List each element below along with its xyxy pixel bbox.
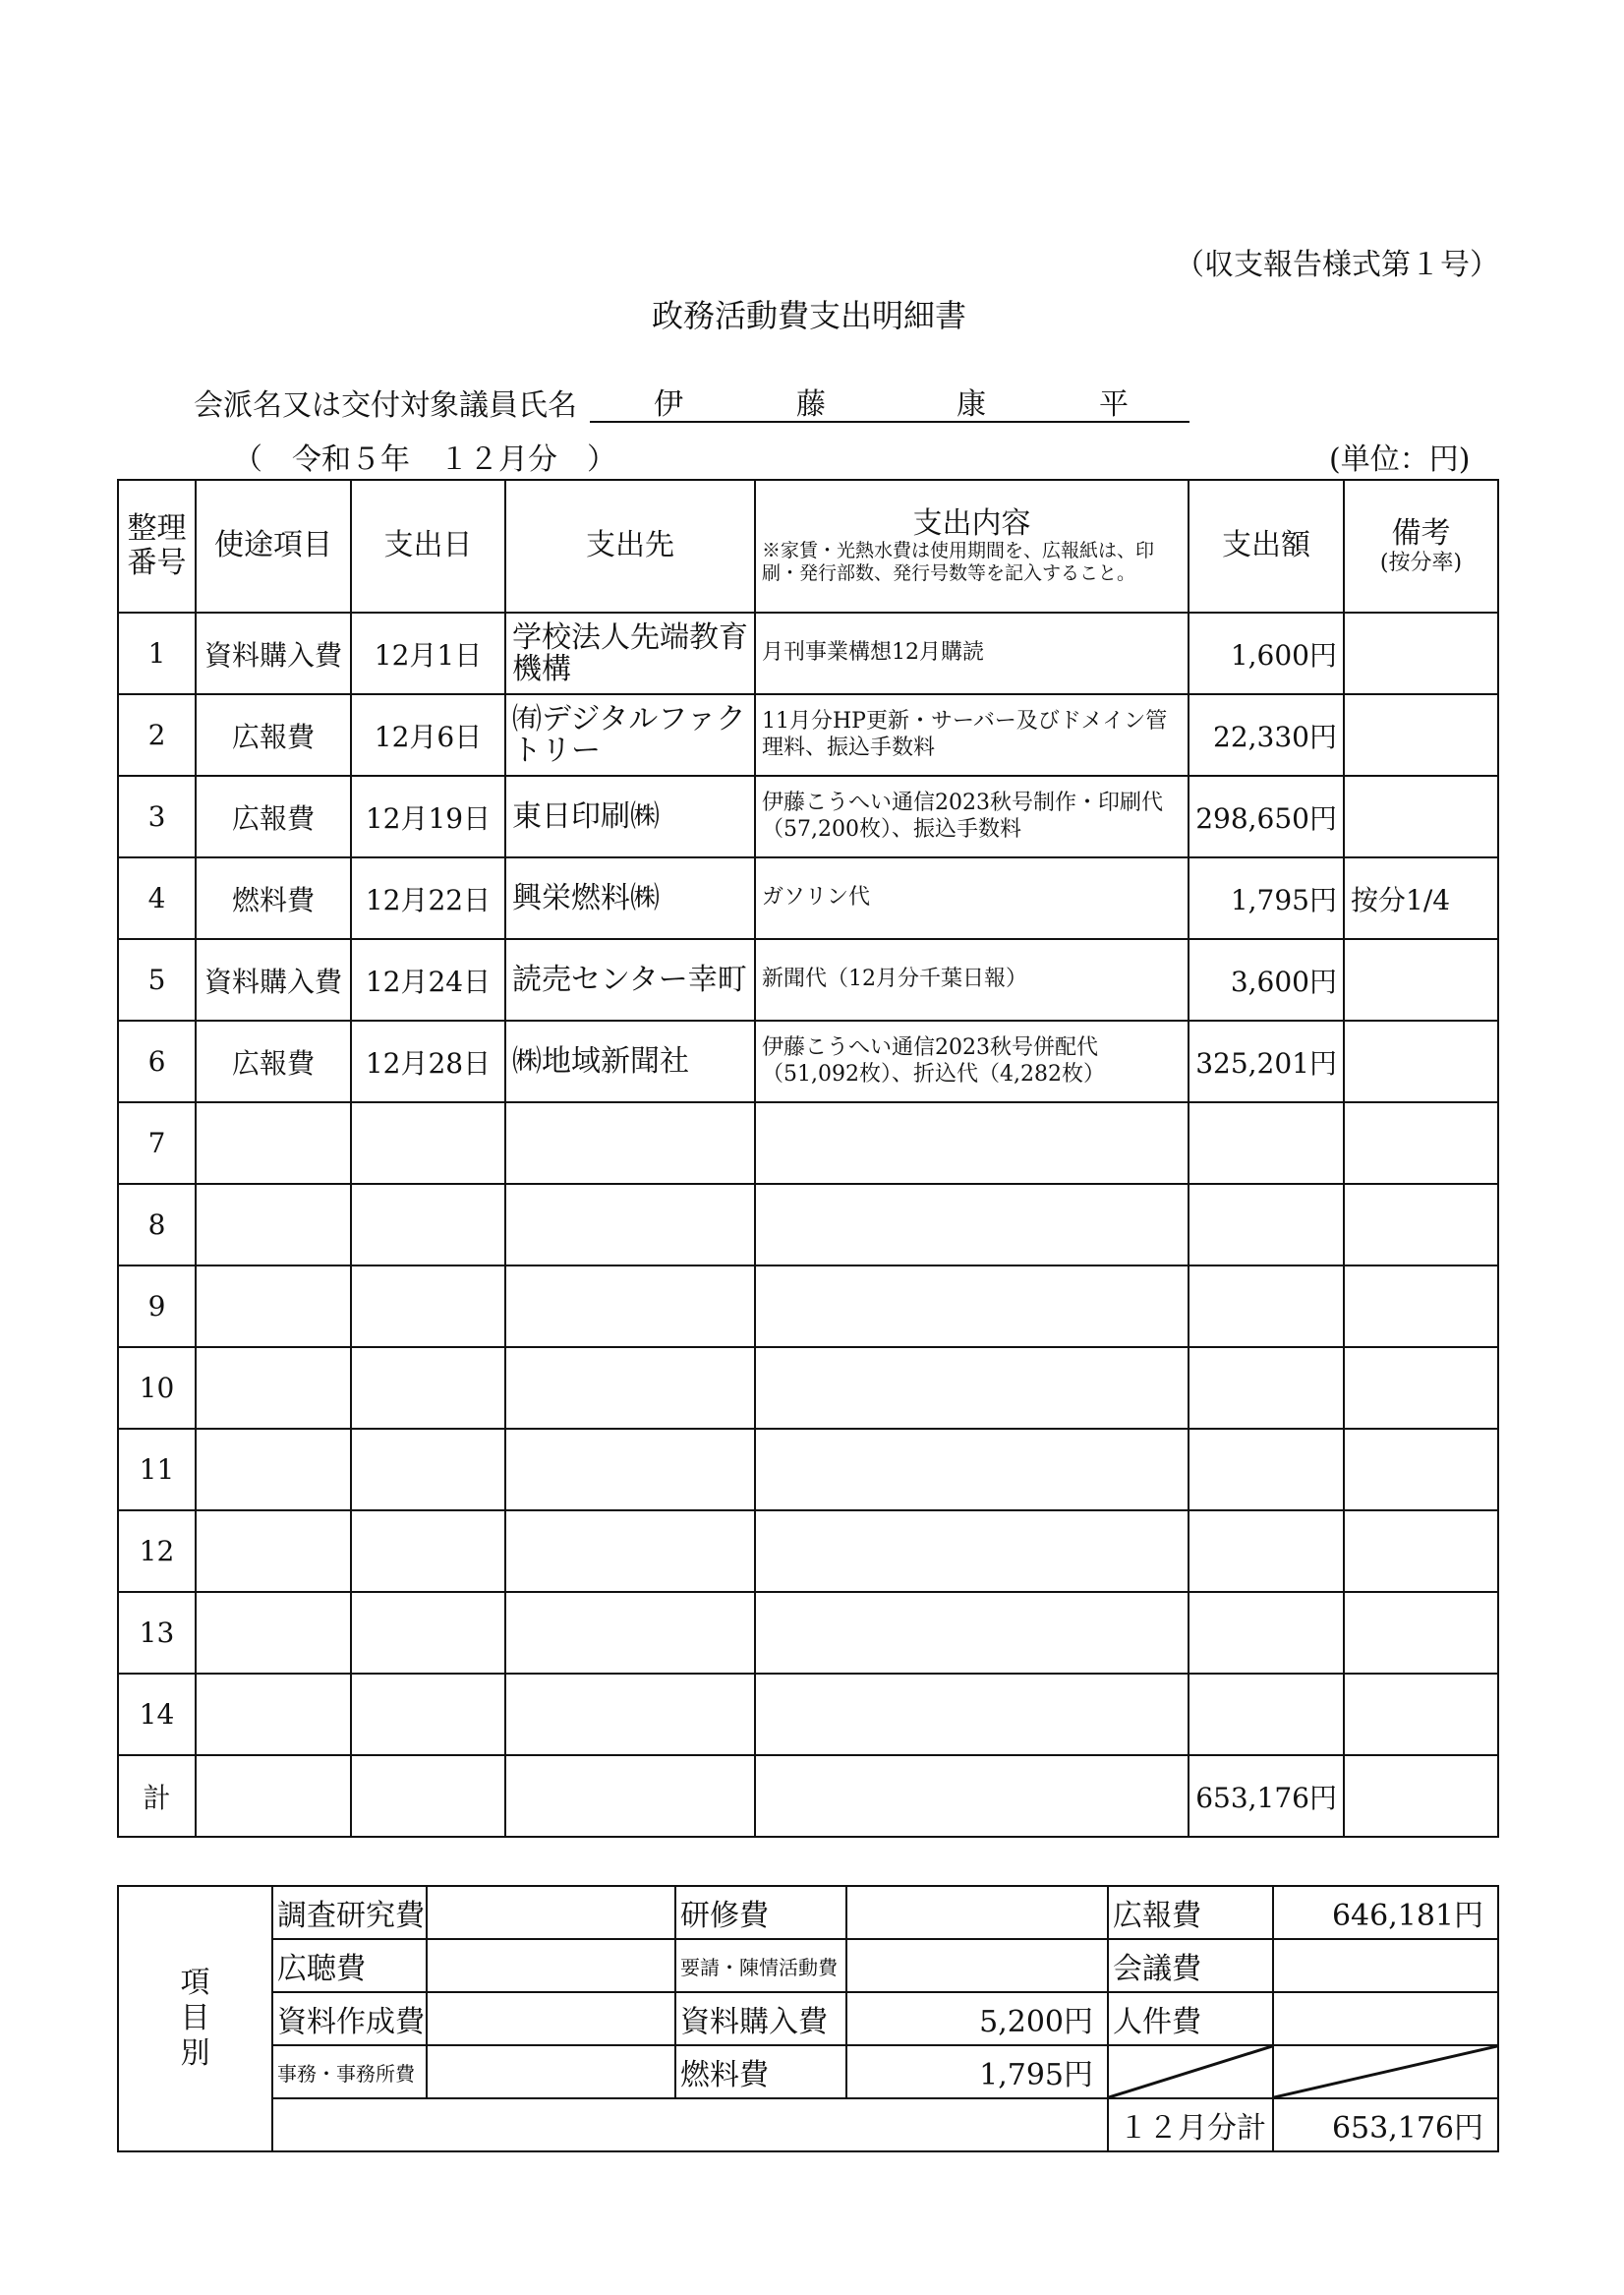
materials-prep-label: 資料作成費 [272,1992,427,2045]
row-remark [1344,1184,1498,1265]
row-remark [1344,1592,1498,1674]
hearing-label: 広聴費 [272,1939,427,1992]
row-purpose [196,1184,351,1265]
row-number: 8 [118,1184,196,1265]
unit-label: (単位：円) [1329,442,1471,477]
table-row [118,1674,1498,1755]
row-amount: 1,600円 [1189,613,1344,694]
row-content [755,1184,1189,1265]
total-amount: 653,176円 [1189,1755,1344,1837]
header-purpose: 使途項目 [196,480,351,613]
diagonal-cell [1273,2045,1498,2098]
header-remark: 備考 (按分率) [1344,480,1498,613]
office-label: 事務・事務所費 [272,2045,427,2098]
document-title: 政務活動費支出明細書 [652,297,967,334]
row-remark [1344,939,1498,1021]
materials-purchase-value: 5,200円 [846,1992,1108,2045]
row-date: 12月22日 [351,857,505,939]
row-number: 14 [118,1674,196,1755]
hearing-value [427,1939,675,1992]
total-label: 計 [118,1755,196,1837]
row-purpose: 燃料費 [196,857,351,939]
row-number: 2 [118,694,196,776]
row-date [351,1592,505,1674]
row-number: 10 [118,1347,196,1429]
publicity-label: 広報費 [1108,1886,1273,1939]
row-remark [1344,1429,1498,1510]
row-content [755,1674,1189,1755]
row-remark [1344,1021,1498,1102]
header-remark-sub: (按分率) [1379,551,1463,576]
header-content [755,480,1189,613]
training-label: 研修費 [675,1886,846,1939]
training-value [846,1886,1108,1939]
table-row [118,1265,1498,1347]
row-content: ガソリン代 [755,857,1189,939]
row-purpose [196,1510,351,1592]
row-purpose [196,1592,351,1674]
table-row [118,1510,1498,1592]
row-purpose [196,1265,351,1347]
row-amount: 298,650円 [1189,776,1344,857]
row-date: 12月24日 [351,939,505,1021]
row-content: 伊藤こうへい通信2023秋号併配代（51,092枚）、折込代（4,282枚） [755,1021,1189,1102]
row-payee: ㈲デジタルファクトリー [505,694,755,776]
fuel-value: 1,795円 [846,2045,1108,2098]
row-payee [505,1265,755,1347]
row-payee [505,1510,755,1592]
total-row [118,1755,1498,1837]
row-amount [1189,1429,1344,1510]
row-date: 12月6日 [351,694,505,776]
row-date [351,1102,505,1184]
row-payee [505,1592,755,1674]
research-value [427,1886,675,1939]
row-date [351,1265,505,1347]
table-row [118,1184,1498,1265]
row-payee [505,1429,755,1510]
table-row [118,1021,1498,1102]
row-amount [1189,1510,1344,1592]
table-header-row [118,480,1498,613]
row-date: 12月28日 [351,1021,505,1102]
row-payee [505,1347,755,1429]
row-purpose: 資料購入費 [196,939,351,1021]
row-content [755,1592,1189,1674]
table-row [118,1347,1498,1429]
form-number: （収支報告様式第１号） [1175,248,1499,282]
row-content [755,1347,1189,1429]
row-amount: 3,600円 [1189,939,1344,1021]
header-amount: 支出額 [1189,480,1344,613]
row-purpose: 資料購入費 [196,613,351,694]
header-no: 整理番号 [118,480,196,613]
personnel-value [1273,1992,1498,2045]
row-amount [1189,1184,1344,1265]
row-payee: 興栄燃料㈱ [505,857,755,939]
table-row [118,613,1498,694]
row-number: 1 [118,613,196,694]
row-date [351,1674,505,1755]
row-purpose [196,1102,351,1184]
row-remark [1344,1347,1498,1429]
row-payee: ㈱地域新聞社 [505,1021,755,1102]
row-payee: 東日印刷㈱ [505,776,755,857]
member-label: 会派名又は交付対象議員氏名 [194,388,577,423]
row-payee: 学校法人先端教育機構 [505,613,755,694]
report-period: （ 令和５年 １２月分 ） [233,442,616,477]
table-row [118,776,1498,857]
row-content: 伊藤こうへい通信2023秋号制作・印刷代（57,200枚）、振込手数料 [755,776,1189,857]
office-value [427,2045,675,2098]
row-number: 13 [118,1592,196,1674]
research-label: 調査研究費 [272,1886,427,1939]
meeting-label: 会議費 [1108,1939,1273,1992]
table-row [118,939,1498,1021]
table-row [118,1429,1498,1510]
table-row [118,694,1498,776]
fuel-label: 燃料費 [675,2045,846,2098]
row-purpose [196,1429,351,1510]
materials-purchase-label: 資料購入費 [675,1992,846,2045]
row-date: 12月1日 [351,613,505,694]
row-content [755,1265,1189,1347]
row-payee [505,1184,755,1265]
row-number: 12 [118,1510,196,1592]
row-content [755,1429,1189,1510]
row-content [755,1510,1189,1592]
row-number: 3 [118,776,196,857]
member-name-char: 藤 [796,387,826,422]
row-date [351,1347,505,1429]
row-remark [1344,1674,1498,1755]
table-row [118,1102,1498,1184]
row-purpose: 広報費 [196,776,351,857]
row-amount [1189,1265,1344,1347]
row-number: 5 [118,939,196,1021]
month-total-label: １２月分計 [1108,2098,1273,2151]
row-remark: 按分1/4 [1344,857,1498,939]
month-total-value: 653,176円 [1273,2098,1498,2151]
row-number: 7 [118,1102,196,1184]
row-purpose [196,1347,351,1429]
row-content: 11月分HP更新・サーバー及びドメイン管理料、振込手数料 [755,694,1189,776]
row-remark [1344,613,1498,694]
materials-prep-value [427,1992,675,2045]
row-content [755,1102,1189,1184]
row-remark [1344,1510,1498,1592]
row-remark [1344,1265,1498,1347]
row-date [351,1184,505,1265]
row-remark [1344,1102,1498,1184]
petition-value [846,1939,1108,1992]
row-purpose [196,1674,351,1755]
row-amount [1189,1674,1344,1755]
row-amount: 22,330円 [1189,694,1344,776]
member-name-char: 平 [1099,387,1129,422]
row-date [351,1510,505,1592]
row-number: 4 [118,857,196,939]
personnel-label: 人件費 [1108,1992,1273,2045]
row-date [351,1429,505,1510]
publicity-value: 646,181円 [1273,1886,1498,1939]
row-number: 6 [118,1021,196,1102]
row-amount: 325,201円 [1189,1021,1344,1102]
row-payee [505,1674,755,1755]
table-row [118,1592,1498,1674]
header-date: 支出日 [351,480,505,613]
diagonal-cell [1108,2045,1273,2098]
row-purpose: 広報費 [196,694,351,776]
row-number: 9 [118,1265,196,1347]
row-amount [1189,1102,1344,1184]
row-remark [1344,776,1498,857]
meeting-value [1273,1939,1498,1992]
row-amount [1189,1592,1344,1674]
row-purpose: 広報費 [196,1021,351,1102]
row-content: 新聞代（12月分千葉日報） [755,939,1189,1021]
header-content-note: ※家賃・光熱水費は使用期間を、広報紙は、印刷・発行部数、発行号数等を記入すること。 [762,540,1155,584]
row-content: 月刊事業構想12月購読 [755,613,1189,694]
member-name-char: 康 [957,387,986,422]
member-name-char: 伊 [654,387,683,422]
row-payee [505,1102,755,1184]
category-summary-table [117,1885,1499,2152]
row-amount [1189,1347,1344,1429]
row-number: 11 [118,1429,196,1510]
row-remark [1344,694,1498,776]
table-row [118,857,1498,939]
row-amount: 1,795円 [1189,857,1344,939]
header-payee: 支出先 [505,480,755,613]
header-content-title: 支出内容 [912,506,1031,542]
by-category-label: 項目別 [118,1886,272,2151]
expense-table [117,479,1499,1838]
petition-label: 要請・陳情活動費 [675,1939,846,1992]
row-date: 12月19日 [351,776,505,857]
row-payee: 読売センター幸町 [505,939,755,1021]
